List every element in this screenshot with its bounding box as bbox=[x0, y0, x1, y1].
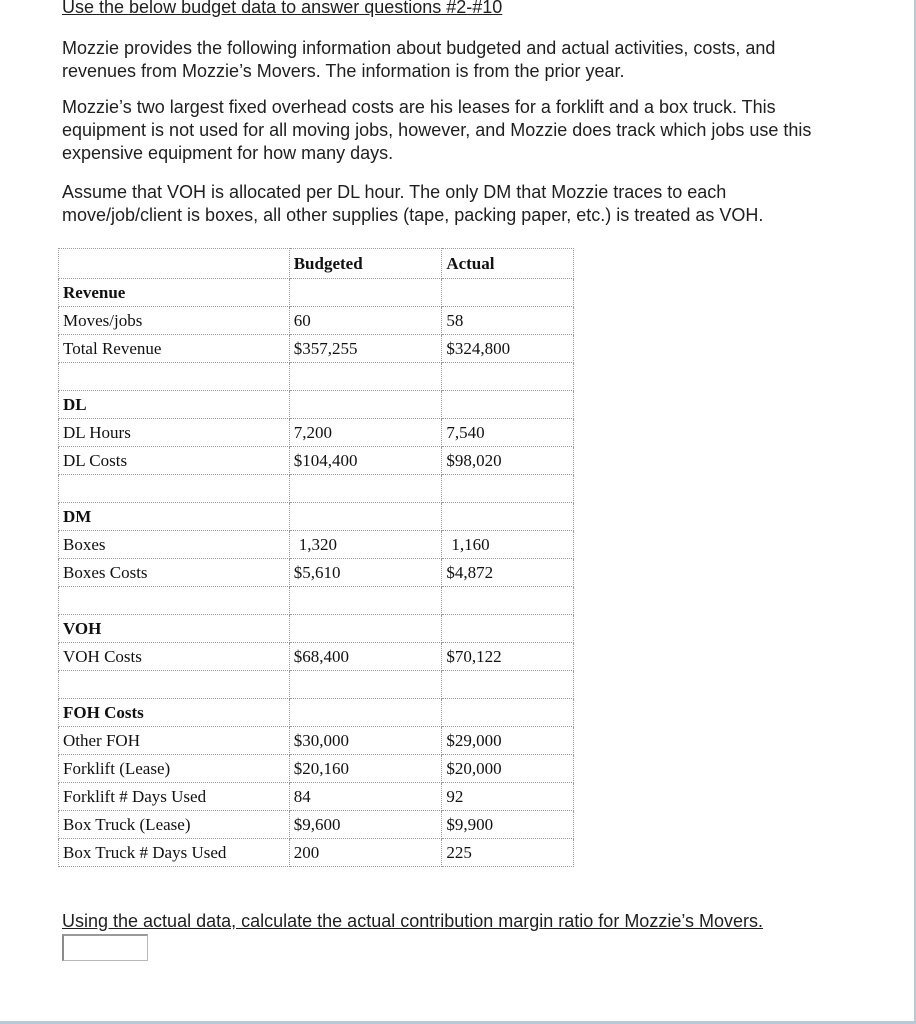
budgeted-value: $9,600 bbox=[289, 811, 442, 839]
actual-value bbox=[442, 503, 574, 531]
table-row bbox=[59, 755, 574, 783]
header-label-cell bbox=[59, 249, 290, 279]
table-row bbox=[59, 335, 574, 363]
instructions-heading: Use the below budget data to answer questions #2-#10 bbox=[62, 0, 503, 17]
budgeted-value: 200 bbox=[289, 839, 442, 867]
row-label: Forklift # Days Used bbox=[59, 783, 290, 811]
row-label: VOH bbox=[59, 615, 290, 643]
actual-value: $20,000 bbox=[442, 755, 574, 783]
row-label: Revenue bbox=[59, 279, 290, 307]
budgeted-value bbox=[289, 503, 442, 531]
actual-value: 7,540 bbox=[442, 419, 574, 447]
budgeted-value bbox=[289, 391, 442, 419]
intro-paragraph: Mozzie provides the following information about budgeted and actual activities, costs, and revenues from Mozzie’s Movers. The information is from the prior year. bbox=[62, 38, 776, 81]
actual-value: 1,160 bbox=[442, 531, 574, 559]
actual-value bbox=[442, 587, 574, 615]
budgeted-value: $104,400 bbox=[289, 447, 442, 475]
budgeted-value: 7,200 bbox=[289, 419, 442, 447]
table-row bbox=[59, 447, 574, 475]
table-row bbox=[59, 727, 574, 755]
row-label: Forklift (Lease) bbox=[59, 755, 290, 783]
row-label: Moves/jobs bbox=[59, 307, 290, 335]
answer-input[interactable] bbox=[62, 934, 148, 961]
budget-table bbox=[58, 248, 574, 867]
table-row bbox=[59, 559, 574, 587]
actual-value: 225 bbox=[442, 839, 574, 867]
section-row bbox=[59, 391, 574, 419]
budgeted-value bbox=[289, 279, 442, 307]
actual-value bbox=[442, 671, 574, 699]
actual-value: $9,900 bbox=[442, 811, 574, 839]
row-label bbox=[59, 671, 290, 699]
actual-value bbox=[442, 699, 574, 727]
row-label: Box Truck # Days Used bbox=[59, 839, 290, 867]
budgeted-value: 84 bbox=[289, 783, 442, 811]
section-row bbox=[59, 699, 574, 727]
row-label: DL Costs bbox=[59, 447, 290, 475]
row-label: Total Revenue bbox=[59, 335, 290, 363]
row-label bbox=[59, 587, 290, 615]
actual-value bbox=[442, 615, 574, 643]
budgeted-value bbox=[289, 475, 442, 503]
table-row bbox=[59, 783, 574, 811]
budgeted-value bbox=[289, 671, 442, 699]
budgeted-value bbox=[289, 587, 442, 615]
budgeted-value bbox=[289, 363, 442, 391]
actual-value: 58 bbox=[442, 307, 574, 335]
budgeted-value: $20,160 bbox=[289, 755, 442, 783]
budgeted-value: $357,255 bbox=[289, 335, 442, 363]
actual-value bbox=[442, 391, 574, 419]
row-label: VOH Costs bbox=[59, 643, 290, 671]
budgeted-value: $5,610 bbox=[289, 559, 442, 587]
spacer-row bbox=[59, 587, 574, 615]
table-row bbox=[59, 643, 574, 671]
section-row bbox=[59, 503, 574, 531]
table-row bbox=[59, 839, 574, 867]
section-row bbox=[59, 279, 574, 307]
actual-value: $70,122 bbox=[442, 643, 574, 671]
actual-value: $4,872 bbox=[442, 559, 574, 587]
row-label: DL bbox=[59, 391, 290, 419]
budgeted-value: $68,400 bbox=[289, 643, 442, 671]
section-row bbox=[59, 615, 574, 643]
table-row bbox=[59, 307, 574, 335]
row-label: DL Hours bbox=[59, 419, 290, 447]
spacer-row bbox=[59, 475, 574, 503]
row-label bbox=[59, 475, 290, 503]
actual-value bbox=[442, 475, 574, 503]
fixed-overhead-paragraph: Mozzie’s two largest fixed overhead costs are his leases for a forklift and a box truck. This equipment is not used for all moving jobs, however, and Mozzie does track which jobs use this expensive equipment for how many days. bbox=[62, 97, 812, 163]
actual-value bbox=[442, 363, 574, 391]
allocation-paragraph: Assume that VOH is allocated per DL hour. The only DM that Mozzie traces to each move/job/client is boxes, all other supplies (tape, packing paper, etc.) is treated as VOH. bbox=[62, 182, 764, 225]
row-label: Box Truck (Lease) bbox=[59, 811, 290, 839]
budgeted-value: $30,000 bbox=[289, 727, 442, 755]
row-label: Boxes bbox=[59, 531, 290, 559]
table-row bbox=[59, 531, 574, 559]
spacer-row bbox=[59, 363, 574, 391]
row-label bbox=[59, 363, 290, 391]
table-row bbox=[59, 419, 574, 447]
budgeted-value: 1,320 bbox=[289, 531, 442, 559]
table-row bbox=[59, 811, 574, 839]
table-header-row bbox=[59, 249, 574, 279]
actual-value: $98,020 bbox=[442, 447, 574, 475]
spacer-row bbox=[59, 671, 574, 699]
budgeted-value bbox=[289, 615, 442, 643]
header-actual: Actual bbox=[442, 249, 574, 279]
budgeted-value bbox=[289, 699, 442, 727]
header-budgeted: Budgeted bbox=[289, 249, 442, 279]
row-label: Boxes Costs bbox=[59, 559, 290, 587]
row-label: Other FOH bbox=[59, 727, 290, 755]
question-text: Using the actual data, calculate the actual contribution margin ratio for Mozzie’s Movers. bbox=[62, 911, 764, 931]
actual-value: $324,800 bbox=[442, 335, 574, 363]
row-label: DM bbox=[59, 503, 290, 531]
row-label: FOH Costs bbox=[59, 699, 290, 727]
actual-value: 92 bbox=[442, 783, 574, 811]
budgeted-value: 60 bbox=[289, 307, 442, 335]
actual-value bbox=[442, 279, 574, 307]
actual-value: $29,000 bbox=[442, 727, 574, 755]
